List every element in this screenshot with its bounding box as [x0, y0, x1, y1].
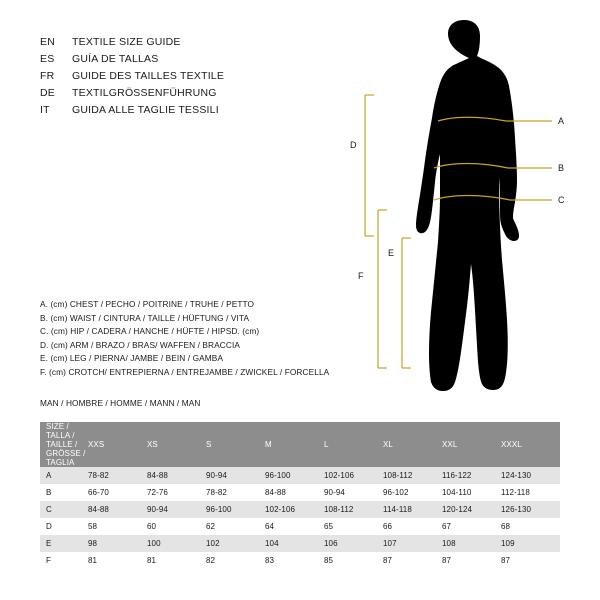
language-code: ES	[40, 53, 55, 65]
dim-label-e: E	[388, 248, 395, 258]
table-cell: 87	[383, 556, 393, 565]
table-cell: 81	[147, 556, 157, 565]
table-cell: 109	[501, 539, 515, 548]
column-header: S	[206, 422, 265, 467]
table-cell: 104-110	[442, 488, 472, 497]
table-cell: 81	[88, 556, 98, 565]
table-cell: 108-112	[324, 505, 354, 514]
table-cell: 65	[324, 522, 334, 531]
table-cell: 84-88	[147, 471, 168, 480]
table-row	[40, 467, 560, 484]
table-row	[40, 535, 560, 552]
table-cell: 85	[324, 556, 334, 565]
language-title: GUÍA DE TALLAS	[72, 53, 159, 65]
legend-line: F. (cm) CROTCH/ ENTREPIERNA / ENTREJAMBE / ZWICKEL / FORCELLA	[40, 366, 330, 377]
table-cell: 102-106	[324, 471, 355, 480]
language-row	[40, 104, 224, 121]
size-table-body	[40, 467, 560, 569]
language-titles	[40, 36, 224, 121]
legend-line: A. (cm) CHEST / PECHO / POITRINE / TRUHE / PETTO	[40, 299, 255, 309]
language-row	[40, 70, 224, 87]
language-title: GUIDA ALLE TAGLIE TESSILI	[72, 104, 219, 116]
language-row	[40, 87, 224, 104]
table-cell: 96-100	[265, 471, 291, 480]
table-cell: 78-82	[88, 471, 109, 480]
table-cell: 62	[206, 522, 216, 531]
table-cell: 108-112	[383, 471, 413, 480]
language-title: TEXTILGRÖSSENFÜHRUNG	[72, 87, 217, 99]
column-header: XXS	[88, 422, 147, 467]
table-cell: 104	[265, 539, 279, 548]
row-label: A	[46, 471, 52, 480]
language-row	[40, 53, 224, 70]
size-table-wrap	[40, 422, 560, 569]
table-cell: 124-130	[501, 471, 532, 480]
table-cell: 82	[206, 556, 216, 565]
column-header: XL	[383, 422, 442, 467]
column-header: L	[324, 422, 383, 467]
table-cell: 90-94	[147, 505, 168, 514]
language-title: TEXTILE SIZE GUIDE	[72, 36, 181, 48]
language-code: IT	[40, 104, 50, 116]
language-title: GUIDE DES TAILLES TEXTILE	[72, 70, 225, 82]
table-cell: 68	[501, 522, 511, 531]
body-figure	[330, 20, 580, 410]
table-cell: 120-124	[442, 505, 473, 514]
dim-label-d: D	[350, 140, 357, 150]
table-cell: 102-106	[265, 505, 296, 514]
legend-line: B. (cm) WAIST / CINTURA / TAILLE / HÜFTUNG / VITA	[40, 312, 250, 323]
table-cell: 107	[383, 539, 397, 548]
table-cell: 84-88	[265, 488, 286, 497]
table-row	[40, 518, 560, 535]
legend-line: E. (cm) LEG / PIERNA/ JAMBE / BEIN / GAMBA	[40, 353, 224, 364]
table-cell: 67	[442, 522, 452, 531]
table-cell: 87	[442, 556, 452, 565]
table-header-row	[40, 422, 560, 467]
legend-line: D. (cm) ARM / BRAZO / BRAS/ WAFFEN / BRACCIA	[40, 339, 241, 350]
table-cell: 90-94	[206, 471, 227, 480]
callout-label-a: A	[558, 116, 565, 126]
man-silhouette-icon	[416, 20, 519, 391]
table-cell: 102	[206, 539, 220, 548]
table-cell: 112-118	[501, 488, 530, 497]
table-cell: 64	[265, 522, 275, 531]
table-cell: 98	[88, 539, 98, 548]
table-cell: 66	[383, 522, 393, 531]
table-cell: 78-82	[206, 488, 227, 497]
row-label: E	[46, 539, 52, 548]
row-label: F	[46, 556, 51, 565]
table-cell: 83	[265, 556, 275, 565]
language-code: EN	[40, 36, 55, 48]
table-cell: 58	[88, 522, 98, 531]
table-cell: 100	[147, 539, 161, 548]
column-header: XXL	[442, 422, 501, 467]
language-row	[40, 36, 224, 53]
row-label: C	[46, 505, 52, 514]
table-row	[40, 552, 560, 569]
callout-label-c: C	[558, 195, 565, 205]
table-cell: 106	[324, 539, 338, 548]
table-cell: 116-122	[442, 471, 472, 480]
table-cell: 84-88	[88, 505, 109, 514]
table-cell: 90-94	[324, 488, 345, 497]
row-label: B	[46, 488, 52, 497]
dim-label-f: F	[358, 271, 364, 281]
size-table-head	[40, 422, 560, 467]
column-header: M	[265, 422, 324, 467]
table-cell: 114-118	[383, 505, 412, 514]
row-label: D	[46, 522, 52, 531]
table-cell: 60	[147, 522, 157, 531]
language-code: FR	[40, 70, 55, 82]
gender-label: MAN / HOMBRE / HOMME / MANN / MAN	[40, 398, 201, 408]
column-header: XXXL	[501, 422, 560, 467]
legend-line: C. (cm) HIP / CADERA / HANCHE / HÜFTE / HIPSD. (cm)	[40, 326, 260, 337]
table-cell: 66-70	[88, 488, 109, 497]
language-code: DE	[40, 87, 55, 99]
table-cell: 96-102	[383, 488, 409, 497]
table-row	[40, 501, 560, 518]
callout-label-b: B	[558, 163, 565, 173]
table-cell: 126-130	[501, 505, 532, 514]
table-cell: 87	[501, 556, 511, 565]
column-header: XS	[147, 422, 206, 467]
table-cell: 108	[442, 539, 456, 548]
table-cell: 96-100	[206, 505, 232, 514]
table-row	[40, 484, 560, 501]
size-table	[40, 422, 560, 569]
measurement-legend	[40, 298, 329, 380]
table-cell: 72-76	[147, 488, 168, 497]
row-header-label: SIZE / TALLA / TAILLE / GRÖSSE / TAGLIA	[40, 422, 88, 467]
